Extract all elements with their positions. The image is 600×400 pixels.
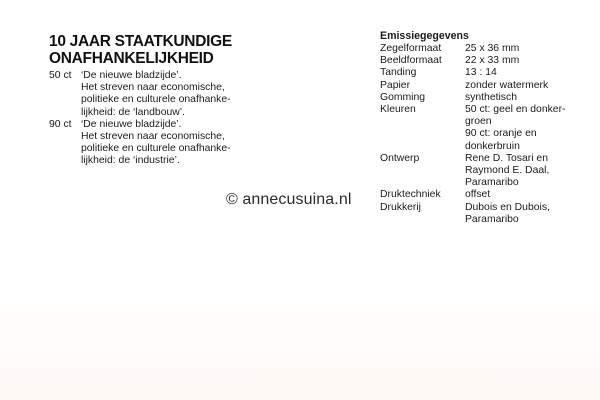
emission-value	[465, 153, 549, 190]
emission-value	[465, 80, 548, 92]
emission-row	[380, 80, 595, 92]
description-line: ‘De nieuwe bladzijde’.	[81, 118, 182, 130]
value-line: 25 x 36 mm	[465, 43, 520, 54]
emission-value	[465, 43, 519, 55]
stamp-denomination: 90 ct	[49, 118, 72, 130]
emission-label: Zegelformaat	[380, 43, 442, 54]
stamp-entry	[49, 70, 349, 119]
emission-row	[380, 67, 595, 79]
value-line: donkerbruin	[465, 140, 520, 152]
value-line: synthetisch	[465, 91, 517, 103]
watermark: © annecusuina.nl	[226, 191, 352, 208]
emission-label: Gomming	[380, 91, 426, 103]
emission-row	[380, 55, 595, 67]
value-line: 22 x 33 mm	[465, 55, 520, 67]
value-line: Paramaribo	[465, 213, 519, 225]
description-line: lijkheid: de ‘industrie’.	[81, 155, 180, 167]
emission-heading: Emissiegegevens	[380, 30, 469, 42]
emission-row	[380, 189, 595, 201]
title-line-1: 10 JAAR STAATKUNDIGE	[49, 33, 232, 50]
emission-value	[465, 202, 550, 226]
emission-value	[465, 189, 490, 201]
description-line: Het streven naar economische,	[81, 131, 225, 143]
stamp-entry	[49, 119, 349, 168]
value-line: zonder watermerk	[465, 79, 549, 91]
value-line: Paramaribo	[465, 177, 519, 189]
emission-value	[465, 55, 519, 67]
emission-label: Tanding	[380, 67, 417, 79]
stamp-description	[81, 70, 231, 119]
value-line: Dubois en Dubois,	[465, 201, 550, 213]
emission-label: Beeldformaat	[380, 55, 442, 67]
emission-row	[380, 92, 595, 104]
page-title	[49, 33, 279, 67]
emission-label: Druktechniek	[380, 189, 441, 201]
description-line: Het streven naar economische,	[81, 82, 225, 94]
description-line: ‘De nieuwe bladzijde’.	[81, 70, 182, 81]
emission-row	[380, 202, 595, 226]
value-line: 50 ct: geel en donker-	[465, 104, 566, 116]
value-line: groen	[465, 116, 492, 128]
value-line: Rene D. Tosari en	[465, 152, 548, 164]
value-line: Raymond E. Daal,	[465, 165, 550, 177]
value-line: offset	[465, 189, 491, 201]
emission-label: Drukkerij	[380, 201, 421, 213]
emission-label: Papier	[380, 79, 411, 91]
description-line: politieke en culturele onafhanke-	[81, 143, 231, 155]
emission-value	[465, 104, 566, 153]
title-line-2: ONAFHANKELIJKHEID	[49, 50, 214, 67]
stamp-denomination: 50 ct	[49, 70, 72, 81]
stamp-descriptions	[49, 70, 349, 168]
emission-label: Ontwerp	[380, 152, 420, 164]
stamp-description	[81, 119, 231, 168]
emission-value	[465, 67, 497, 79]
emission-value	[465, 92, 517, 104]
emission-data	[380, 30, 595, 226]
emission-label: Kleuren	[380, 104, 416, 116]
emission-row	[380, 153, 595, 190]
emission-row	[380, 43, 595, 55]
value-line: 13 : 14	[465, 67, 497, 79]
value-line: 90 ct: oranje en	[465, 128, 537, 140]
emission-row	[380, 104, 595, 153]
description-line: politieke en culturele onafhanke-	[81, 94, 231, 106]
description-line: lijkheid: de ‘landbouw’.	[81, 106, 185, 118]
